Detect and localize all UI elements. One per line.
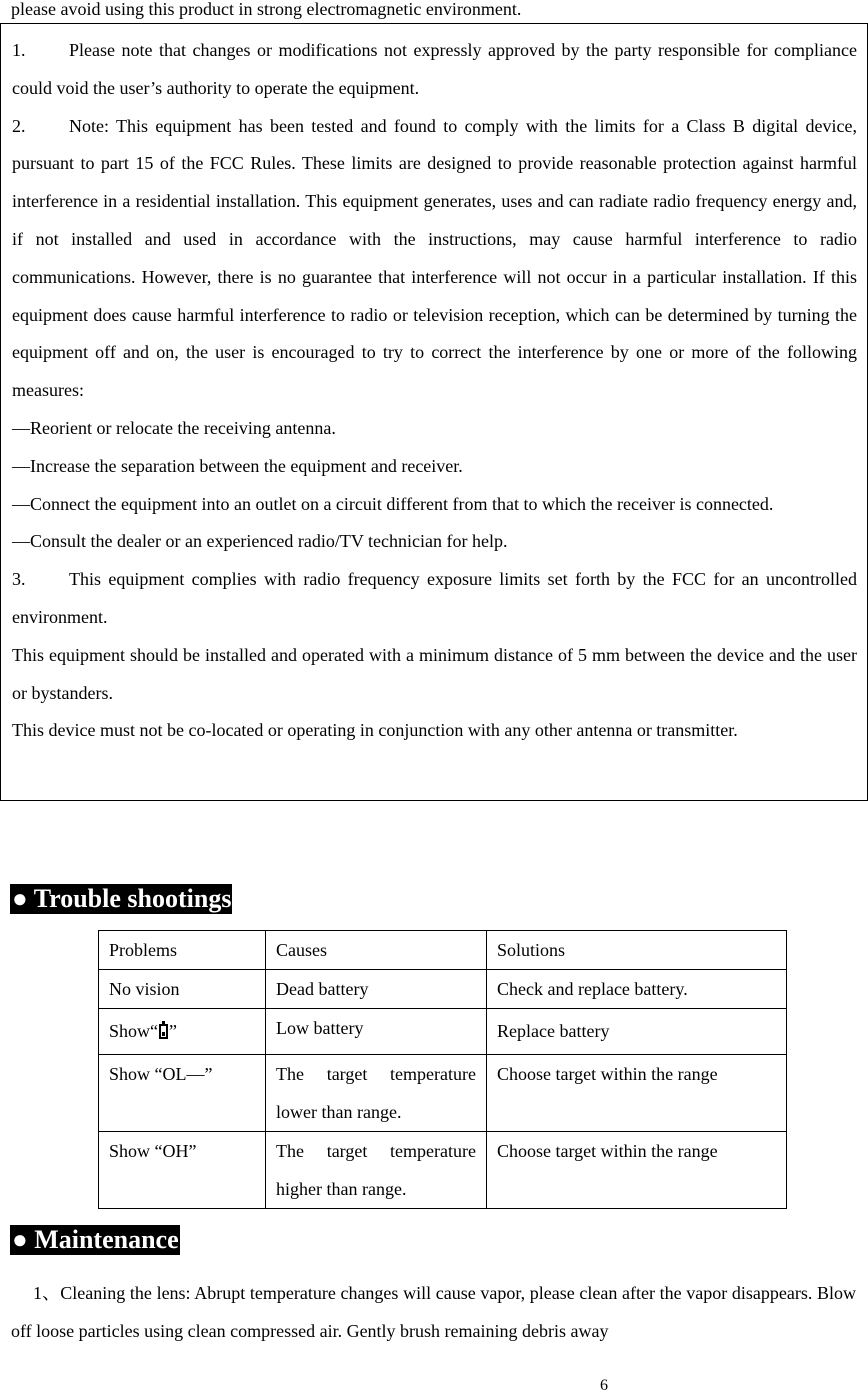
- cause-cell: Low battery: [266, 1009, 487, 1055]
- solution-cell: Check and replace battery.: [487, 970, 787, 1009]
- page-number: 6: [600, 1377, 608, 1394]
- solution-cell: Choose target within the range: [487, 1132, 787, 1209]
- maintenance-paragraph: 1、Cleaning the lens: Abrupt temperature changes will cause vapor, please clean after the vapor disappears. Blow off loose particles using clean compressed air. Gently brush remaining debris away: [11, 1283, 856, 1341]
- cause-line-2: higher than range.: [276, 1179, 407, 1199]
- cause-cell: [266, 1132, 487, 1209]
- table-header-row: [99, 931, 787, 970]
- fcc-item-3: [12, 561, 857, 637]
- table-row: [99, 1055, 787, 1132]
- item-number: 2.: [12, 115, 26, 136]
- item-number: 3.: [12, 569, 26, 590]
- problem-cell: [99, 1009, 266, 1055]
- fcc-measure: —Increase the separation between the equipment and receiver.: [12, 455, 463, 476]
- solution-cell: Choose target within the range: [487, 1055, 787, 1132]
- solution-cell: Replace battery: [487, 1009, 787, 1055]
- header-problems: Problems: [99, 931, 266, 970]
- item-text: This equipment complies with radio frequency exposure limits set forth by the FCC for an uncontrolled environment.: [12, 569, 857, 627]
- problem-prefix: Show“: [109, 1021, 158, 1041]
- maintenance-text: [11, 1275, 856, 1351]
- table-row: [99, 970, 787, 1009]
- header-solutions: Solutions: [487, 931, 787, 970]
- cause-line-1: The target temperature: [276, 1064, 476, 1084]
- fcc-measure: —Connect the equipment into an outlet on a circuit different from that to which the receiver is connected.: [12, 493, 774, 514]
- header-causes: Causes: [266, 931, 487, 970]
- table-row: [99, 1132, 787, 1209]
- cause-line-1: The target temperature: [276, 1141, 476, 1161]
- item-text: Please note that changes or modifications not expressly approved by the party responsible for compliance could void the user’s authority to operate the equipment.: [12, 40, 857, 98]
- fcc-item-2: [12, 108, 857, 410]
- problem-cell: No vision: [99, 970, 266, 1009]
- fcc-statement-box: [0, 23, 868, 801]
- item-text: Note: This equipment has been tested and found to comply with the limits for a Class B digital device, pursuant to part 15 of the FCC Rules. These limits are designed to provide reasonable protection against harmful interference in a residential installation. This equipment generates, uses and can radiate radio frequency energy and, if not installed and used in accordance with the instructions, may cause harmful interference to radio communications. However, there is no guarantee that interference will not occur in a particular installation. If this equipment does cause harmful interference to radio or television reception, which can be determined by turning the equipment off and on, the user is encouraged to try to correct the interference by one or more of the following measures:: [12, 115, 857, 401]
- maintenance-heading: ● Maintenance: [12, 1225, 179, 1254]
- cause-cell: Dead battery: [266, 970, 487, 1009]
- cause-cell: [266, 1055, 487, 1132]
- fcc-item-1: [12, 32, 857, 108]
- fcc-colocation-text: This device must not be co-located or operating in conjunction with any other antenna or transmitter.: [12, 720, 738, 741]
- fcc-measure: —Consult the dealer or an experienced radio/TV technician for help.: [12, 531, 508, 552]
- intro-line: please avoid using this product in strong electromagnetic environment.: [11, 0, 522, 19]
- item-number: 1.: [12, 40, 26, 60]
- table-row: [99, 1009, 787, 1055]
- battery-low-icon: [159, 1024, 168, 1039]
- fcc-distance-text: This equipment should be installed and operated with a minimum distance of 5 mm between the device and the user or bystanders.: [12, 644, 857, 703]
- problem-suffix: ”: [169, 1021, 177, 1041]
- problem-cell: Show “OL—”: [99, 1055, 266, 1132]
- problem-cell: Show “OH”: [99, 1132, 266, 1209]
- fcc-measure: —Reorient or relocate the receiving antenna.: [12, 417, 336, 438]
- trouble-shooting-table: [98, 930, 787, 1209]
- trouble-shootings-heading: ● Trouble shootings: [12, 884, 232, 913]
- cause-line-2: lower than range.: [276, 1102, 402, 1122]
- fcc-statement-text: [12, 32, 857, 750]
